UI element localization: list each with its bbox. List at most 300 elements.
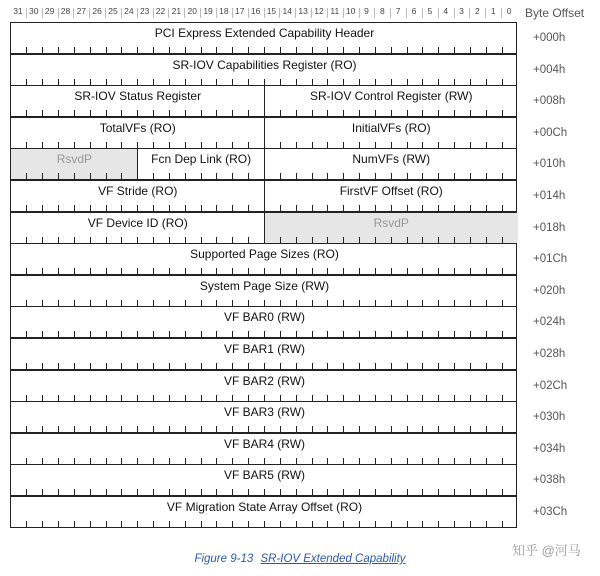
bit-tick (106, 363, 107, 369)
bit-tick (502, 300, 503, 306)
bit-tick (438, 173, 439, 179)
bit-tick (422, 110, 423, 116)
bit-tick (280, 205, 281, 211)
bit-separator (42, 8, 43, 18)
bit-tick (185, 205, 186, 211)
bit-tick (185, 142, 186, 148)
bit-tick (42, 142, 43, 148)
bit-separator (327, 8, 328, 18)
bit-tick (264, 521, 265, 527)
bit-tick (470, 110, 471, 116)
bit-tick (169, 521, 170, 527)
bit-tick (201, 331, 202, 337)
bit-tick (216, 300, 217, 306)
bit-tick (438, 300, 439, 306)
bit-tick (375, 268, 376, 274)
bit-tick (375, 173, 376, 179)
bit-tick (90, 110, 91, 116)
bit-tick (327, 173, 328, 179)
bit-tick (232, 268, 233, 274)
bit-tick (58, 173, 59, 179)
bit-tick (106, 47, 107, 53)
bit-tick (153, 205, 154, 211)
bit-tick (470, 79, 471, 85)
bit-separator (248, 8, 249, 18)
bit-tick (153, 47, 154, 53)
bit-tick (216, 458, 217, 464)
bit-tick (169, 458, 170, 464)
bit-tick (42, 173, 43, 179)
bit-tick (106, 110, 107, 116)
bit-tick (185, 173, 186, 179)
bit-tick (280, 79, 281, 85)
bit-tick (280, 47, 281, 53)
bit-tick (90, 237, 91, 243)
bit-tick (58, 458, 59, 464)
bit-separator (232, 8, 233, 18)
bit-tick (216, 110, 217, 116)
figure-number: Figure 9-13 (194, 553, 254, 565)
bit-tick (74, 205, 75, 211)
register-row (10, 370, 517, 402)
bit-tick (264, 47, 265, 53)
bit-tick (58, 489, 59, 495)
byte-offset-title: Byte Offset (525, 6, 585, 20)
bit-tick (454, 142, 455, 148)
register-row (10, 180, 517, 212)
bit-label: 11 (330, 6, 340, 16)
bit-tick (486, 363, 487, 369)
bit-tick (375, 395, 376, 401)
bit-tick (280, 521, 281, 527)
bit-tick (216, 205, 217, 211)
bit-tick (327, 268, 328, 274)
bit-tick (327, 395, 328, 401)
bit-label: 3 (459, 6, 464, 16)
bit-tick (58, 47, 59, 53)
bit-tick (391, 173, 392, 179)
bit-tick (137, 458, 138, 464)
bit-tick (312, 521, 313, 527)
bit-tick (438, 79, 439, 85)
bit-tick (486, 521, 487, 527)
bit-tick (153, 363, 154, 369)
bit-tick (391, 300, 392, 306)
bit-tick (422, 363, 423, 369)
field-label: Supported Page Sizes (RO) (190, 247, 339, 262)
bit-tick (407, 237, 408, 243)
register-row (10, 54, 517, 86)
bit-separator (343, 8, 344, 18)
bit-tick (391, 489, 392, 495)
bit-tick (248, 268, 249, 274)
bit-tick (26, 395, 27, 401)
field-label: SR-IOV Status Register (74, 89, 202, 104)
register-row (10, 85, 517, 117)
bit-tick (201, 79, 202, 85)
bit-tick (264, 395, 265, 401)
bit-tick (343, 395, 344, 401)
bit-tick (343, 331, 344, 337)
bit-tick (106, 458, 107, 464)
bit-tick (153, 458, 154, 464)
bit-tick (327, 205, 328, 211)
bit-label: 26 (92, 6, 102, 16)
bit-tick (359, 268, 360, 274)
bit-label: 7 (395, 6, 401, 16)
bit-tick (422, 300, 423, 306)
bit-tick (470, 458, 471, 464)
bit-separator (469, 8, 470, 18)
bit-tick (121, 363, 122, 369)
bit-tick (486, 110, 487, 116)
bit-tick (42, 237, 43, 243)
bit-tick (26, 300, 27, 306)
bit-tick (201, 142, 202, 148)
bit-tick (407, 331, 408, 337)
bit-tick (502, 331, 503, 337)
bit-tick (232, 47, 233, 53)
bit-tick (42, 363, 43, 369)
bit-tick (312, 363, 313, 369)
bit-tick (359, 331, 360, 337)
bit-tick (438, 426, 439, 432)
bit-tick (216, 268, 217, 274)
bit-tick (248, 426, 249, 432)
bit-label: 2 (475, 6, 480, 16)
bit-tick (280, 173, 281, 179)
bit-tick (264, 268, 265, 274)
bit-tick (216, 395, 217, 401)
bit-tick (216, 47, 217, 53)
bit-tick (296, 47, 297, 53)
bit-tick (375, 110, 376, 116)
bit-tick (502, 395, 503, 401)
bit-tick (407, 268, 408, 274)
bit-separator (279, 8, 280, 18)
bit-tick (486, 489, 487, 495)
bit-tick (391, 110, 392, 116)
bit-tick (216, 79, 217, 85)
bit-tick (312, 142, 313, 148)
bit-tick (438, 458, 439, 464)
bit-label: 18 (219, 6, 229, 16)
bit-tick (343, 268, 344, 274)
bit-tick (502, 458, 503, 464)
bit-tick (391, 426, 392, 432)
bit-tick (58, 521, 59, 527)
bit-tick (407, 79, 408, 85)
bit-tick (153, 331, 154, 337)
bit-tick (137, 426, 138, 432)
bit-tick (232, 521, 233, 527)
bit-tick (153, 268, 154, 274)
bit-tick (90, 47, 91, 53)
bit-tick (422, 458, 423, 464)
bit-tick (438, 142, 439, 148)
field-label: FirstVF Offset (RO) (339, 184, 443, 198)
bit-tick (407, 300, 408, 306)
bit-tick (106, 426, 107, 432)
bit-tick (280, 363, 281, 369)
field-label: VF BAR5 (RW) (223, 468, 306, 483)
bit-tick (201, 268, 202, 274)
bit-tick (422, 395, 423, 401)
bit-tick (438, 521, 439, 527)
bit-tick (74, 79, 75, 85)
bit-tick (201, 395, 202, 401)
bit-tick (312, 395, 313, 401)
bit-tick (58, 205, 59, 211)
bit-tick (106, 142, 107, 148)
bit-tick (486, 47, 487, 53)
bit-tick (422, 237, 423, 243)
bit-tick (280, 110, 281, 116)
bit-tick (454, 110, 455, 116)
bit-tick (185, 489, 186, 495)
bit-tick (201, 489, 202, 495)
bit-tick (407, 205, 408, 211)
bit-tick (407, 521, 408, 527)
bit-tick (232, 205, 233, 211)
bit-tick (422, 47, 423, 53)
bit-tick (454, 395, 455, 401)
bit-separator (216, 8, 217, 18)
bit-tick (375, 79, 376, 85)
bit-tick (391, 268, 392, 274)
bit-tick (454, 268, 455, 274)
byte-offset-label: +010h (533, 158, 566, 171)
bit-tick (137, 47, 138, 53)
bit-tick (248, 237, 249, 243)
bit-tick (375, 205, 376, 211)
bit-tick (90, 268, 91, 274)
bit-tick (375, 47, 376, 53)
bit-tick (296, 237, 297, 243)
bit-tick (280, 142, 281, 148)
bit-tick (137, 205, 138, 211)
bit-tick (407, 173, 408, 179)
bit-tick (327, 79, 328, 85)
bit-tick (74, 47, 75, 53)
bit-tick (26, 110, 27, 116)
bit-separator (58, 8, 59, 18)
figure-title-link[interactable]: SR-IOV Extended Capability (260, 553, 406, 565)
bit-tick (137, 395, 138, 401)
register-row (10, 117, 517, 149)
bit-tick (201, 426, 202, 432)
bit-tick (90, 489, 91, 495)
bit-tick (58, 395, 59, 401)
bit-tick (42, 521, 43, 527)
byte-offset-label: +03Ch (533, 506, 568, 518)
bit-tick (486, 458, 487, 464)
field-label: VF Stride (RO) (98, 184, 178, 198)
bit-tick (216, 331, 217, 337)
bit-tick (106, 173, 107, 179)
bit-tick (264, 426, 265, 432)
register-row (10, 275, 517, 307)
bit-tick (106, 395, 107, 401)
bit-tick (359, 110, 360, 116)
bit-tick (42, 458, 43, 464)
bit-tick (391, 363, 392, 369)
bit-tick (470, 395, 471, 401)
bit-tick (486, 268, 487, 274)
bit-tick (422, 331, 423, 337)
bit-separator (200, 8, 201, 18)
bit-tick (486, 395, 487, 401)
byte-offset-label: +038h (533, 474, 566, 487)
bit-tick (407, 142, 408, 148)
bit-tick (42, 395, 43, 401)
bit-tick (74, 110, 75, 116)
field-label: SR-IOV Control Register (RW) (310, 89, 473, 104)
bit-tick (106, 331, 107, 337)
bit-tick (74, 268, 75, 274)
register-row (10, 243, 517, 275)
bit-tick (502, 110, 503, 116)
bit-tick (280, 331, 281, 337)
bit-tick (58, 300, 59, 306)
bit-tick (438, 363, 439, 369)
bit-tick (26, 489, 27, 495)
bit-tick (137, 331, 138, 337)
bit-tick (137, 521, 138, 527)
bit-tick (248, 79, 249, 85)
bit-tick (185, 426, 186, 432)
register-row (10, 338, 517, 370)
bit-tick (42, 79, 43, 85)
bit-tick (486, 142, 487, 148)
bit-tick (470, 426, 471, 432)
bit-tick (42, 205, 43, 211)
bit-tick (58, 110, 59, 116)
bit-tick (391, 205, 392, 211)
bit-tick (58, 237, 59, 243)
byte-offset-label: +014h (533, 190, 566, 202)
bit-tick (312, 47, 313, 53)
bit-tick (375, 521, 376, 527)
bit-tick (470, 363, 471, 369)
bit-tick (438, 489, 439, 495)
bit-tick (169, 268, 170, 274)
byte-offset-label: +024h (533, 316, 566, 329)
bit-tick (280, 237, 281, 243)
field-label: InitialVFs (RO) (351, 120, 431, 135)
bit-tick (359, 142, 360, 148)
bit-tick (470, 489, 471, 495)
bit-tick (169, 47, 170, 53)
bit-tick (169, 79, 170, 85)
bit-tick (422, 489, 423, 495)
bit-tick (359, 426, 360, 432)
bit-tick (106, 205, 107, 211)
bit-tick (232, 79, 233, 85)
bit-tick (502, 142, 503, 148)
bit-tick (74, 142, 75, 148)
bit-tick (502, 426, 503, 432)
bit-separator (264, 8, 265, 18)
bit-label: 25 (108, 6, 118, 16)
bit-tick (343, 363, 344, 369)
bit-tick (201, 237, 202, 243)
bit-tick (248, 331, 249, 337)
bit-label: 20 (187, 6, 197, 16)
bit-separator (121, 8, 122, 18)
bit-tick (169, 205, 170, 211)
bit-tick (296, 395, 297, 401)
bit-tick (232, 458, 233, 464)
bit-label: 28 (60, 6, 71, 16)
bit-tick (26, 237, 27, 243)
bit-tick (42, 300, 43, 306)
bit-tick (185, 79, 186, 85)
bit-separator (168, 8, 169, 18)
field-label: TotalVFs (RO) (99, 120, 176, 135)
field-label: VF Migration State Array Offset (RO) (166, 500, 363, 514)
bit-tick (248, 489, 249, 495)
byte-offset-label: +01Ch (533, 253, 568, 266)
bit-tick (312, 173, 313, 179)
bit-tick (343, 47, 344, 53)
bit-tick (26, 363, 27, 369)
bit-tick (137, 79, 138, 85)
bit-tick (391, 458, 392, 464)
bit-tick (248, 173, 249, 179)
byte-offset-label: +004h (533, 63, 566, 76)
bit-tick (264, 300, 265, 306)
bit-tick (264, 142, 265, 148)
bit-tick (121, 237, 122, 243)
bit-tick (454, 331, 455, 337)
bit-tick (26, 268, 27, 274)
bit-tick (470, 268, 471, 274)
bit-tick (312, 300, 313, 306)
bit-tick (407, 110, 408, 116)
field-label: VF BAR2 (RW) (223, 373, 306, 388)
bit-tick (121, 173, 122, 179)
bit-tick (343, 173, 344, 179)
bit-tick (90, 426, 91, 432)
bit-tick (407, 47, 408, 53)
bit-tick (232, 426, 233, 432)
bit-tick (169, 173, 170, 179)
bit-tick (26, 79, 27, 85)
bit-tick (391, 331, 392, 337)
bit-tick (201, 458, 202, 464)
bit-tick (359, 47, 360, 53)
bit-tick (153, 237, 154, 243)
bit-tick (454, 300, 455, 306)
bit-tick (454, 458, 455, 464)
bit-tick (58, 79, 59, 85)
bit-tick (121, 521, 122, 527)
bit-tick (470, 205, 471, 211)
bit-tick (185, 521, 186, 527)
bit-tick (296, 110, 297, 116)
bit-tick (90, 458, 91, 464)
bit-tick (422, 205, 423, 211)
bit-tick (502, 268, 503, 274)
byte-offset-label: +028h (533, 348, 566, 360)
bit-label: 22 (155, 6, 166, 16)
bit-tick (264, 489, 265, 495)
bit-tick (375, 489, 376, 495)
field-label: VF BAR4 (RW) (223, 436, 306, 451)
bit-tick (486, 79, 487, 85)
bit-tick (185, 363, 186, 369)
